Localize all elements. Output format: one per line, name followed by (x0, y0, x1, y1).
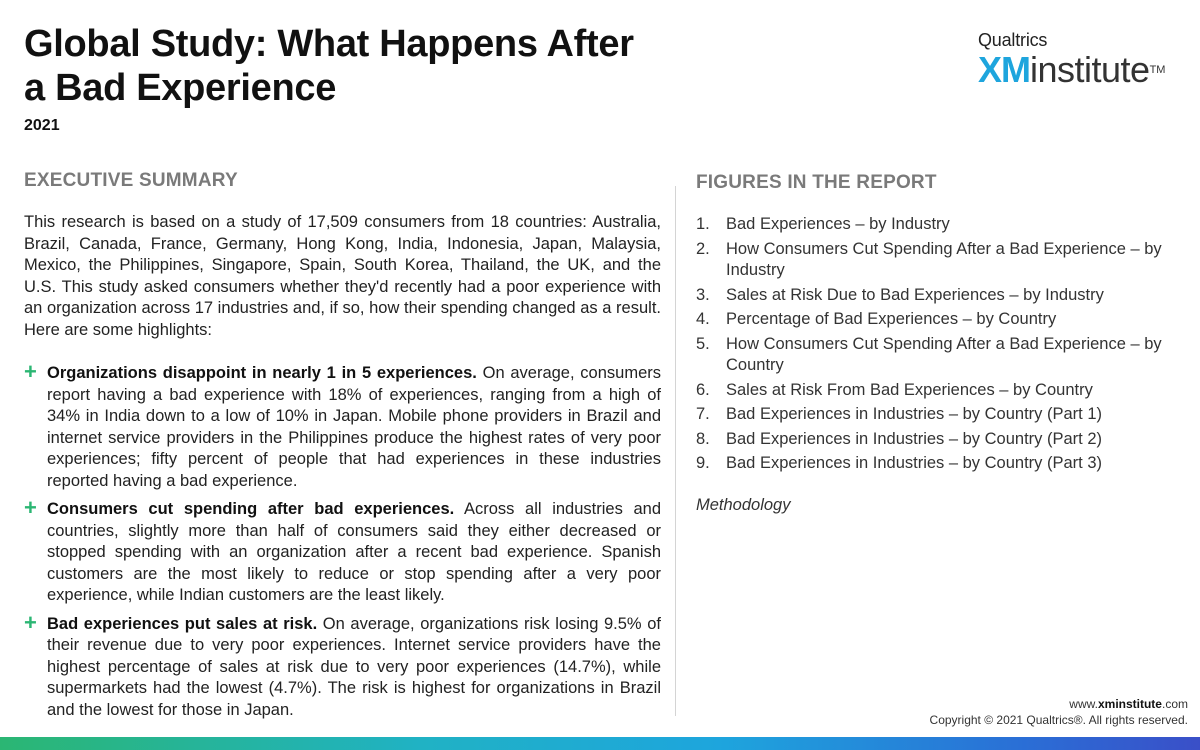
footer-gradient-bar (0, 737, 1200, 750)
plus-icon: + (24, 495, 37, 520)
figure-number: 3. (696, 285, 710, 304)
figure-number: 9. (696, 454, 710, 472)
xm-institute-logo (978, 30, 1178, 98)
figures-heading: FIGURES IN THE REPORT (696, 172, 937, 193)
title-line-1: Global Study: What Happens After (24, 23, 634, 65)
logo-qualtrics-text: Qualtrics (978, 30, 1048, 50)
figure-label: How Consumers Cut Spending After a Bad Experience – by Country (726, 334, 1162, 374)
figure-item[interactable] (696, 453, 1176, 475)
page-title (24, 22, 784, 110)
logo-main (978, 50, 1178, 98)
title-line-2: a Bad Experience (24, 67, 337, 109)
highlight-item (24, 609, 661, 722)
figure-label: How Consumers Cut Spending After a Bad Experience – by Industry (726, 239, 1162, 279)
figure-item[interactable] (696, 309, 1176, 331)
figure-number: 7. (696, 405, 710, 423)
footer-url-prefix: www. (1069, 697, 1098, 711)
logo-tm-mark: TM (1149, 64, 1166, 76)
figure-item[interactable] (696, 404, 1176, 426)
figure-label: Bad Experiences in Industries – by Country (Part 3) (726, 454, 1103, 472)
logo-xm-text: XM (978, 49, 1030, 90)
figure-label: Bad Experiences – by Industry (726, 215, 950, 233)
figure-label: Sales at Risk From Bad Experiences – by Country (726, 380, 1093, 399)
figure-number: 1. (696, 215, 710, 233)
methodology-link[interactable]: Methodology (696, 496, 791, 514)
executive-summary-intro: This research is based on a study of 17,509 consumers from 18 countries: Australia, Brazil, Canada, France, Germany, Hong Kong, India, Indonesia, Japan, Malaysia, Mexico, the Philippines, Singapore, Spain, South Korea, Thailand, the UK, and the U.S. This study asked consumers whether they'd recently had a poor experience with an organization across 17 industries and, if so, how their spending changed as a result. Here are some highlights: (24, 213, 661, 339)
highlight-item (24, 495, 662, 607)
highlight-text: On average, organizations risk losing 9.5% of their revenue due to very poor experiences. Internet service providers have the highest percentage of sales at risk due to very poor experiences (14.7%), while supermarkets had the lowest (4.7%). The risk is highest for organizations in Brazil and the lowest for those in Japan. (47, 614, 661, 719)
figure-number: 4. (696, 310, 710, 328)
footer-copyright: Copyright © 2021 Qualtrics®. All rights reserved. (929, 713, 1188, 727)
figure-item[interactable] (696, 334, 1176, 377)
highlight-lead: Organizations disappoint in nearly 1 in 5 experiences. (47, 364, 477, 382)
footer-url-domain: xminstitute (1097, 697, 1162, 711)
figure-label: Bad Experiences in Industries – by Country (Part 2) (726, 429, 1103, 448)
figure-label: Percentage of Bad Experiences – by Country (726, 310, 1057, 328)
executive-summary-heading: EXECUTIVE SUMMARY (24, 170, 238, 191)
figure-item[interactable] (696, 429, 1176, 451)
column-divider (675, 186, 676, 716)
highlight-item (24, 359, 662, 492)
figures-list (696, 214, 1176, 478)
highlight-lead: Bad experiences put sales at risk. (47, 614, 318, 633)
figure-number: 5. (696, 334, 710, 353)
plus-icon: + (24, 609, 37, 635)
figure-number: 8. (696, 429, 710, 448)
highlight-text: On average, consumers report having a bad experience with 18% of experiences, ranging from a high of 34% in India down to a low of 10% in Japan. Mobile phone providers in Brazil and internet service providers in the Philippines produce the highest rates of very poor experiences; fifty percent of people that had experiences in these industries reported having a bad experience. (47, 364, 662, 490)
figure-item[interactable] (696, 214, 1176, 236)
plus-icon: + (24, 359, 37, 384)
highlights-list (24, 359, 662, 728)
report-year: 2021 (24, 117, 60, 134)
figure-label: Bad Experiences in Industries – by Country (Part 1) (726, 405, 1103, 423)
figure-item[interactable] (696, 380, 1176, 402)
footer-url-suffix: .com (1161, 697, 1188, 711)
highlight-lead: Consumers cut spending after bad experiences. (47, 500, 455, 518)
figure-label: Sales at Risk Due to Bad Experiences – by Industry (726, 285, 1104, 304)
figure-number: 6. (696, 380, 710, 399)
figure-item[interactable] (696, 285, 1176, 307)
footer-website-link[interactable] (1069, 697, 1188, 711)
highlight-text: Across all industries and countries, slightly more than half of consumers said they either decreased or stopped spending with an organization after a recent bad experience. Spanish customers are the most likely to reduce or stop spending after a very poor experience, while Indian customers are the least likely. (47, 500, 662, 604)
figure-number: 2. (696, 239, 710, 258)
logo-institute-text: institute (1030, 49, 1150, 90)
figure-item[interactable] (696, 239, 1176, 282)
